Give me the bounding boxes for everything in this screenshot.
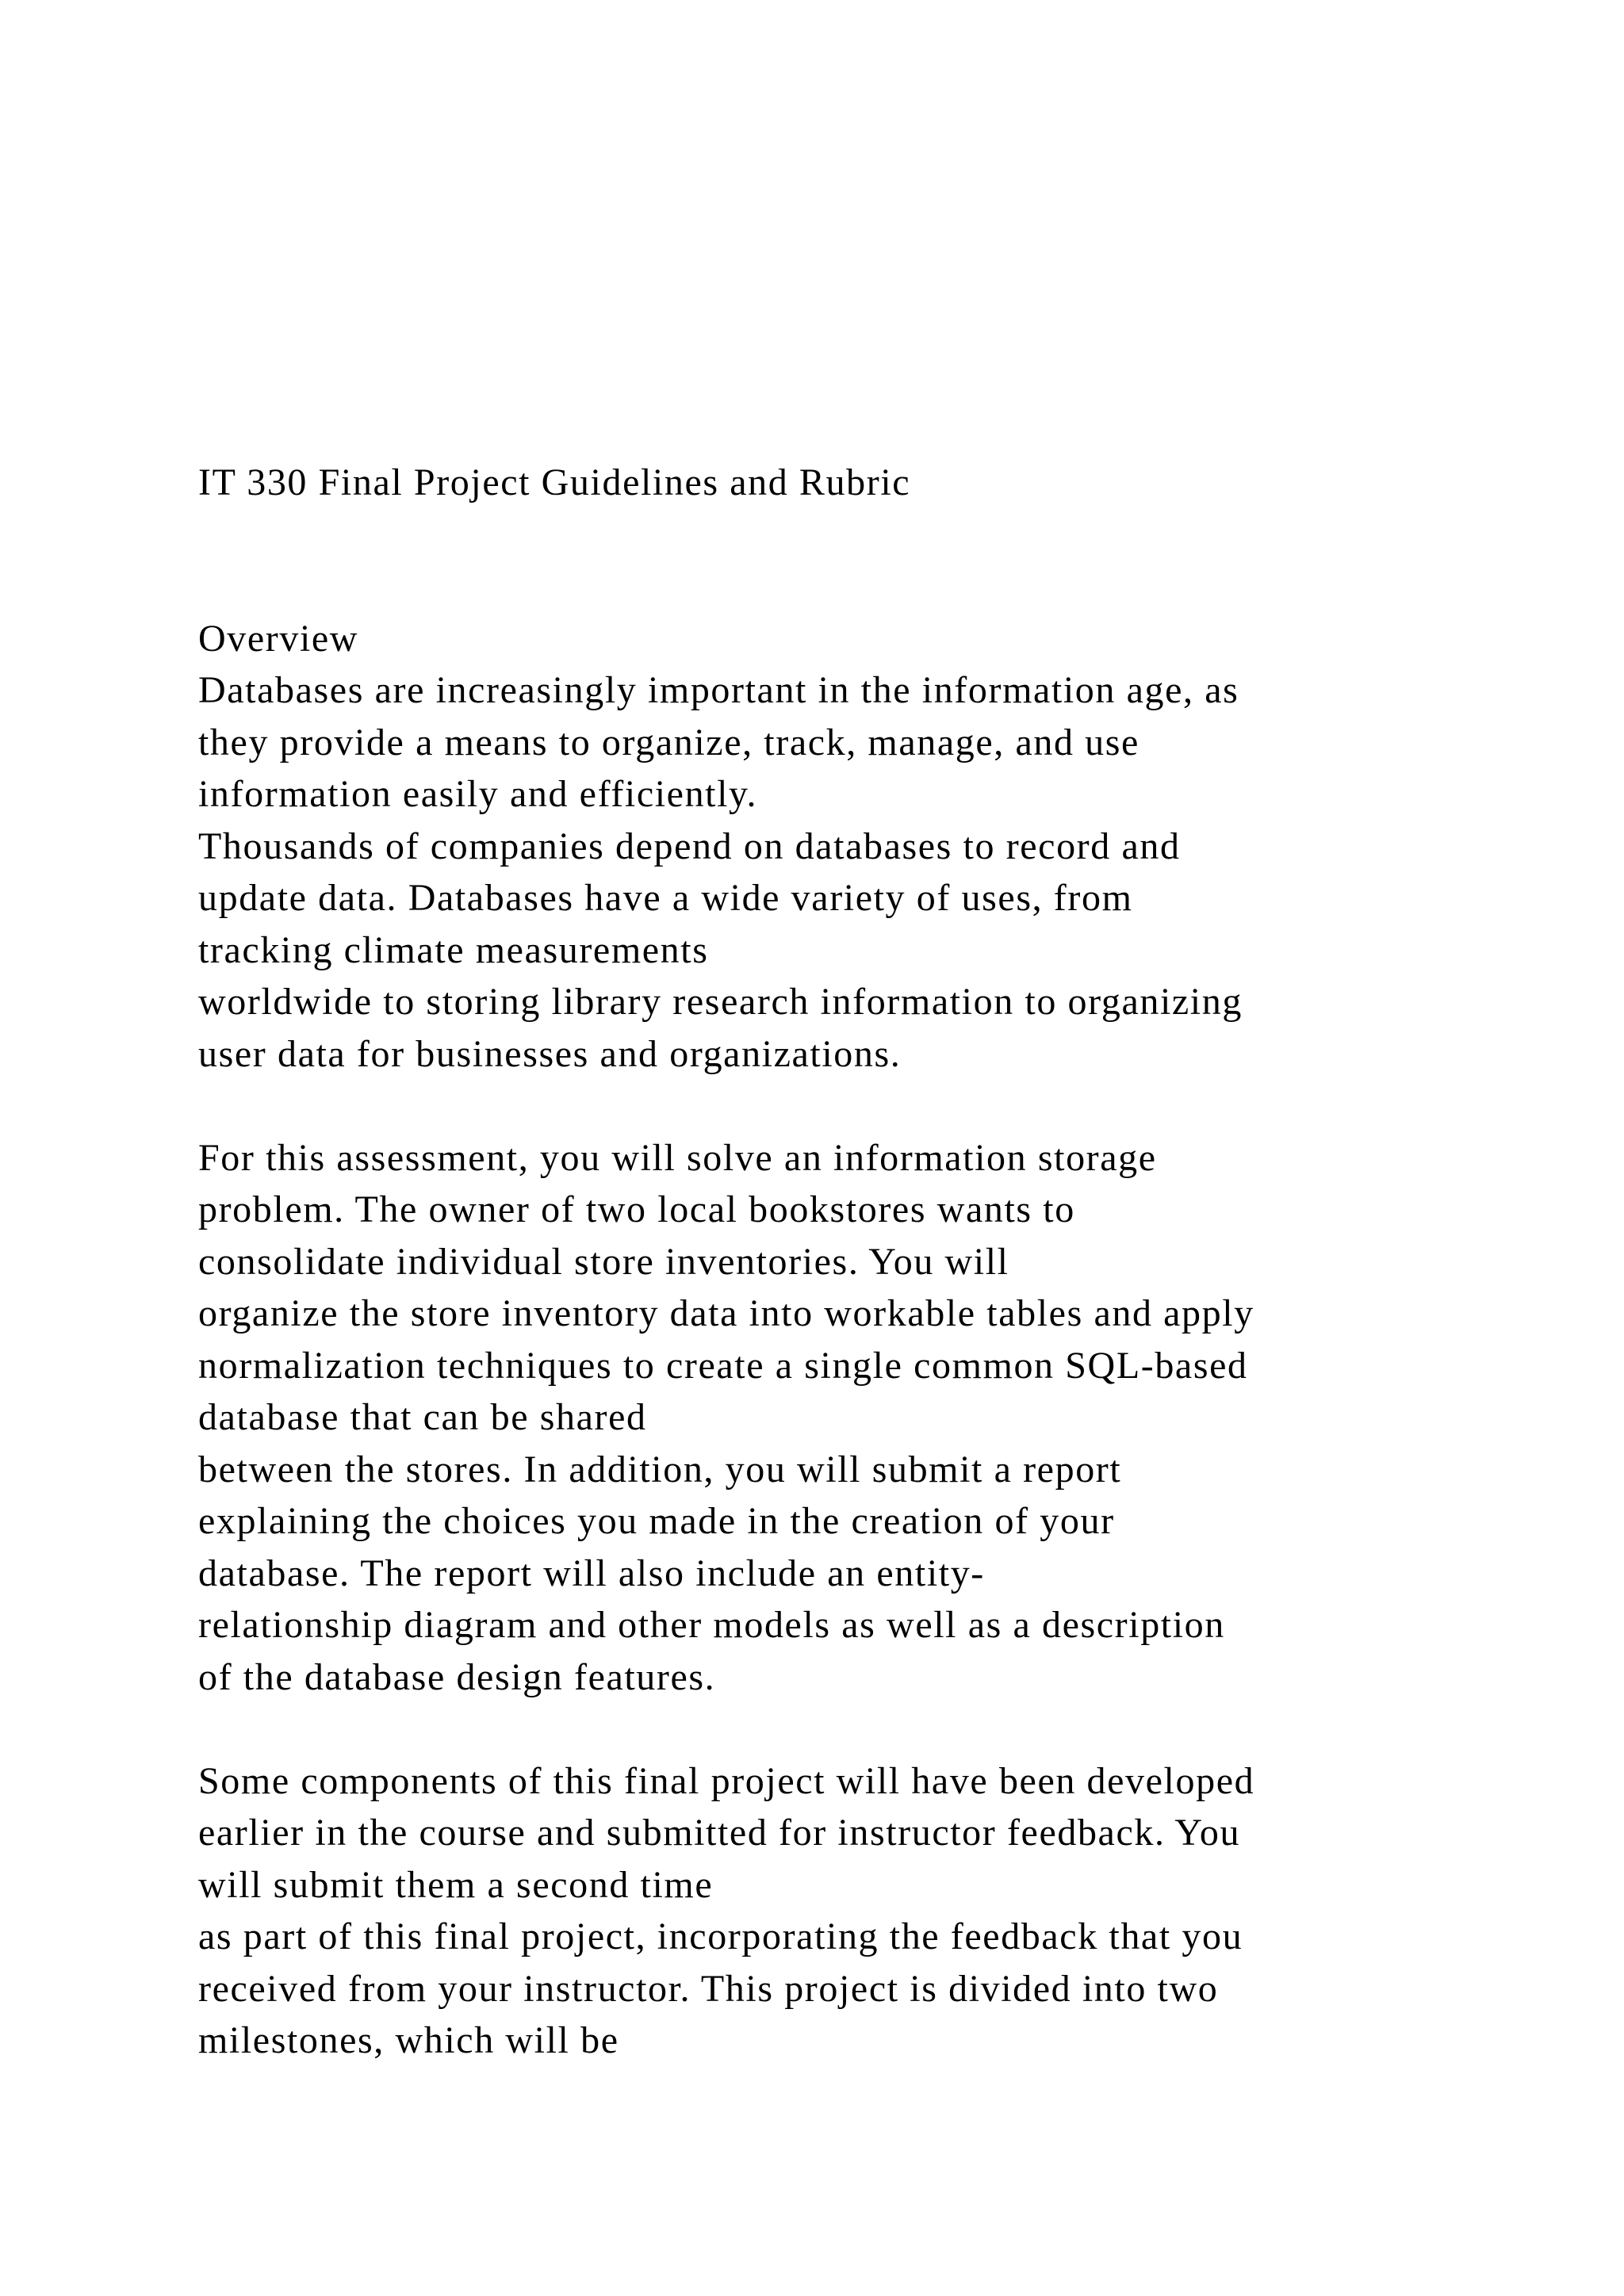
paragraph-line: For this assessment, you will solve an information storage xyxy=(198,1136,1157,1179)
paragraph-line: as part of this final project, incorporating the feedback that you xyxy=(198,1915,1243,1957)
paragraph-line: user data for businesses and organizations. xyxy=(198,1032,902,1075)
paragraph-line: normalization techniques to create a single common SQL-based xyxy=(198,1344,1248,1387)
document-body xyxy=(198,457,1530,2067)
paragraph-line: tracking climate measurements xyxy=(198,928,709,971)
paragraph-line: relationship diagram and other models as well as a description xyxy=(198,1604,1225,1646)
paragraph-line: will submit them a second time xyxy=(198,1863,714,1906)
paragraph-line: database that can be shared xyxy=(198,1396,647,1438)
paragraph-line: information easily and efficiently. xyxy=(198,773,758,815)
section-heading-overview: Overview xyxy=(198,617,359,660)
paragraph-line: database. The report will also include an entity- xyxy=(198,1552,985,1594)
paragraph-line: of the database design features. xyxy=(198,1655,716,1698)
paragraph-break xyxy=(198,1703,1530,1755)
paragraph-break xyxy=(198,1080,1530,1132)
document-title: IT 330 Final Project Guidelines and Rubric xyxy=(198,461,911,503)
paragraph-1 xyxy=(198,664,1530,1080)
paragraph-line: milestones, which will be xyxy=(198,2019,619,2061)
paragraph-line: Databases are increasingly important in the information age, as xyxy=(198,669,1239,711)
paragraph-line: between the stores. In addition, you will submit a report xyxy=(198,1448,1122,1490)
paragraph-line: earlier in the course and submitted for instructor feedback. You xyxy=(198,1812,1241,1854)
paragraph-line: organize the store inventory data into workable tables and apply xyxy=(198,1292,1254,1334)
paragraph-line: worldwide to storing library research information to organizing xyxy=(198,981,1243,1023)
paragraph-line: explaining the choices you made in the creation of your xyxy=(198,1500,1115,1542)
paragraph-line: received from your instructor. This project is divided into two xyxy=(198,1967,1219,2010)
paragraph-3 xyxy=(198,1755,1530,2067)
paragraph-line: they provide a means to organize, track, manage, and use xyxy=(198,721,1139,763)
paragraph-2 xyxy=(198,1132,1530,1704)
paragraph-line: update data. Databases have a wide variety of uses, from xyxy=(198,877,1133,919)
spacer xyxy=(198,509,1530,613)
paragraph-line: problem. The owner of two local bookstores wants to xyxy=(198,1188,1075,1230)
paragraph-line: Thousands of companies depend on databases to record and xyxy=(198,825,1181,867)
paragraph-line: consolidate individual store inventories. You will xyxy=(198,1240,1009,1283)
paragraph-line: Some components of this final project will have been developed xyxy=(198,1759,1255,1802)
